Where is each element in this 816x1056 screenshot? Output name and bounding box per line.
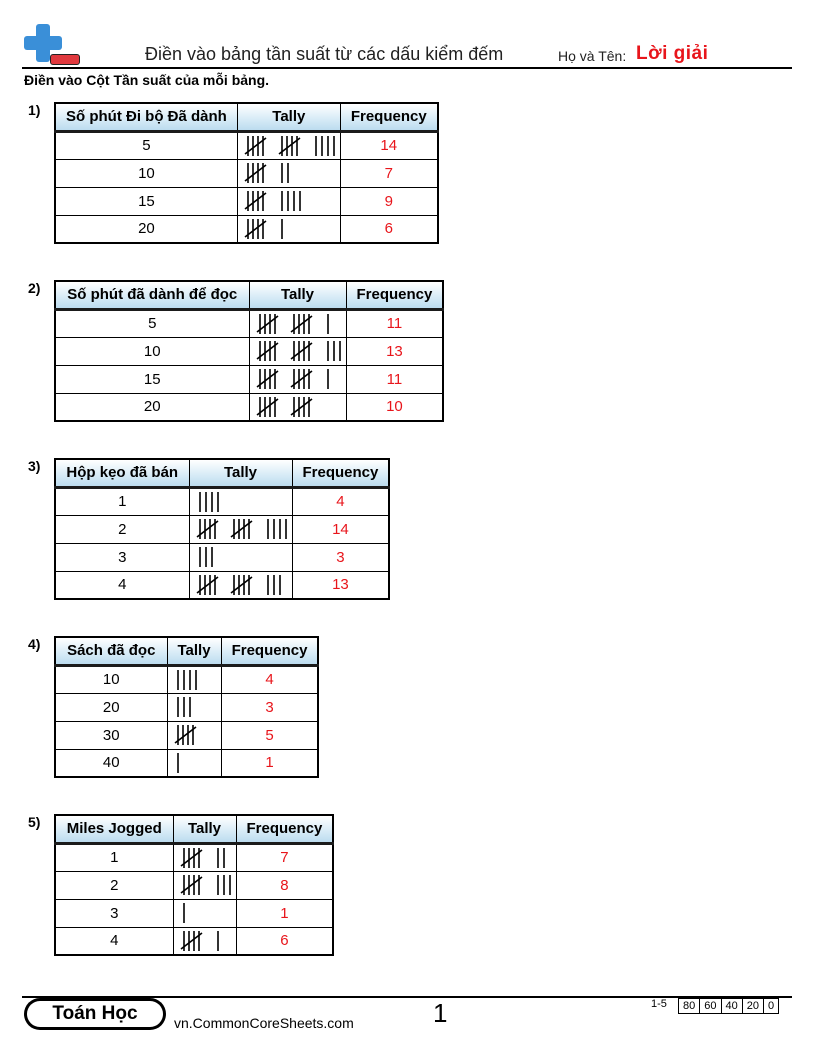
frequency-answer: 10 bbox=[346, 393, 443, 421]
tally-marks-icon bbox=[180, 846, 230, 870]
tally-marks-icon bbox=[256, 339, 346, 363]
tally-marks-icon bbox=[244, 217, 288, 241]
frequency-answer: 7 bbox=[340, 159, 437, 187]
tally-marks-icon bbox=[256, 395, 328, 419]
frequency-answer: 6 bbox=[236, 927, 333, 955]
tally-cell bbox=[167, 721, 221, 749]
site-url: vn.CommonCoreSheets.com bbox=[174, 1015, 354, 1031]
tally-marks-icon bbox=[174, 723, 212, 747]
tally-marks-icon bbox=[174, 695, 196, 719]
frequency-answer: 3 bbox=[221, 693, 318, 721]
frequency-header: Frequency bbox=[292, 459, 389, 487]
tally-marks-icon bbox=[174, 751, 184, 775]
score-cell: 60 bbox=[700, 999, 721, 1013]
tally-cell bbox=[249, 393, 346, 421]
category-value: 40 bbox=[55, 749, 167, 777]
page-number: 1 bbox=[433, 998, 448, 1028]
category-header: Hộp kẹo đã bán bbox=[55, 459, 189, 487]
table-row bbox=[55, 927, 333, 955]
frequency-answer: 1 bbox=[236, 899, 333, 927]
frequency-header: Frequency bbox=[346, 281, 443, 309]
category-value: 3 bbox=[55, 543, 189, 571]
tally-marks-icon bbox=[196, 517, 292, 541]
logo bbox=[22, 24, 80, 68]
tally-marks-icon bbox=[244, 189, 306, 213]
tally-marks-icon bbox=[256, 312, 334, 336]
tally-marks-icon bbox=[244, 161, 294, 185]
table-row bbox=[55, 571, 389, 599]
problem-number: 5) bbox=[28, 814, 41, 830]
problem-number: 1) bbox=[28, 102, 41, 118]
frequency-table bbox=[54, 102, 439, 244]
category-header: Miles Jogged bbox=[55, 815, 173, 843]
frequency-answer: 7 bbox=[236, 843, 333, 871]
tally-marks-icon bbox=[180, 929, 224, 953]
tally-marks-icon bbox=[174, 668, 202, 692]
category-header: Sách đã đọc bbox=[55, 637, 167, 665]
category-value: 4 bbox=[55, 927, 173, 955]
table-row bbox=[55, 843, 333, 871]
name-value: Lời giải bbox=[636, 43, 709, 64]
tally-cell bbox=[249, 337, 346, 365]
tally-cell bbox=[167, 693, 221, 721]
frequency-answer: 9 bbox=[340, 187, 437, 215]
category-header: Số phút Đi bộ Đã dành bbox=[55, 103, 237, 131]
problem-number: 3) bbox=[28, 458, 41, 474]
table-row bbox=[55, 693, 318, 721]
score-cell: 40 bbox=[722, 999, 743, 1013]
category-value: 5 bbox=[55, 131, 237, 159]
tally-cell bbox=[189, 515, 292, 543]
tally-marks-icon bbox=[196, 573, 286, 597]
category-value: 2 bbox=[55, 515, 189, 543]
table-row bbox=[55, 515, 389, 543]
frequency-answer: 8 bbox=[236, 871, 333, 899]
problem-number: 2) bbox=[28, 280, 41, 296]
category-header: Số phút đã dành để đọc bbox=[55, 281, 249, 309]
tally-cell bbox=[237, 159, 340, 187]
frequency-answer: 5 bbox=[221, 721, 318, 749]
tally-cell bbox=[167, 665, 221, 693]
tally-marks-icon bbox=[180, 873, 236, 897]
frequency-table bbox=[54, 636, 319, 778]
tally-cell bbox=[237, 131, 340, 159]
tally-marks-icon bbox=[256, 367, 334, 391]
category-value: 15 bbox=[55, 187, 237, 215]
table-row bbox=[55, 337, 443, 365]
table-row bbox=[55, 665, 318, 693]
frequency-answer: 13 bbox=[346, 337, 443, 365]
category-value: 5 bbox=[55, 309, 249, 337]
score-cell: 80 bbox=[679, 999, 700, 1013]
score-box bbox=[678, 998, 779, 1014]
frequency-answer: 14 bbox=[292, 515, 389, 543]
tally-marks-icon bbox=[196, 490, 224, 514]
category-value: 10 bbox=[55, 665, 167, 693]
score-cell: 20 bbox=[743, 999, 764, 1013]
tally-cell bbox=[189, 543, 292, 571]
frequency-table bbox=[54, 280, 444, 422]
tally-cell bbox=[249, 365, 346, 393]
tally-cell bbox=[249, 309, 346, 337]
frequency-answer: 1 bbox=[221, 749, 318, 777]
table-row bbox=[55, 393, 443, 421]
tally-cell bbox=[173, 927, 236, 955]
category-value: 2 bbox=[55, 871, 173, 899]
logo-minus-icon bbox=[50, 54, 80, 65]
category-value: 10 bbox=[55, 159, 237, 187]
page-title: Điền vào bảng tần suất từ các dấu kiểm đếm bbox=[145, 44, 504, 64]
frequency-table bbox=[54, 458, 390, 600]
score-cell: 0 bbox=[768, 1000, 775, 1012]
table-row bbox=[55, 131, 438, 159]
table-row bbox=[55, 159, 438, 187]
frequency-header: Frequency bbox=[340, 103, 437, 131]
tally-cell bbox=[173, 899, 236, 927]
tally-marks-icon bbox=[244, 134, 340, 158]
frequency-answer: 6 bbox=[340, 215, 437, 243]
name-label: Họ và Tên: bbox=[558, 48, 627, 64]
tally-header: Tally bbox=[189, 459, 292, 487]
frequency-answer: 4 bbox=[221, 665, 318, 693]
frequency-table bbox=[54, 814, 334, 956]
category-value: 1 bbox=[55, 843, 173, 871]
table-row bbox=[55, 215, 438, 243]
tally-cell bbox=[189, 571, 292, 599]
tally-header: Tally bbox=[173, 815, 236, 843]
brand-badge bbox=[24, 998, 166, 1030]
tally-cell bbox=[237, 215, 340, 243]
frequency-answer: 14 bbox=[340, 131, 437, 159]
table-row bbox=[55, 899, 333, 927]
frequency-answer: 4 bbox=[292, 487, 389, 515]
category-value: 15 bbox=[55, 365, 249, 393]
category-value: 30 bbox=[55, 721, 167, 749]
tally-header: Tally bbox=[237, 103, 340, 131]
category-value: 10 bbox=[55, 337, 249, 365]
category-value: 3 bbox=[55, 899, 173, 927]
tally-cell bbox=[189, 487, 292, 515]
category-value: 1 bbox=[55, 487, 189, 515]
tally-cell bbox=[167, 749, 221, 777]
problem-number: 4) bbox=[28, 636, 41, 652]
table-row bbox=[55, 187, 438, 215]
frequency-answer: 11 bbox=[346, 309, 443, 337]
instructions: Điền vào Cột Tần suất của mỗi bảng. bbox=[24, 72, 270, 88]
tally-cell bbox=[173, 843, 236, 871]
frequency-answer: 13 bbox=[292, 571, 389, 599]
tally-header: Tally bbox=[167, 637, 221, 665]
tally-header: Tally bbox=[249, 281, 346, 309]
table-row bbox=[55, 543, 389, 571]
table-row bbox=[55, 487, 389, 515]
table-row bbox=[55, 749, 318, 777]
frequency-header: Frequency bbox=[221, 637, 318, 665]
frequency-answer: 3 bbox=[292, 543, 389, 571]
table-row bbox=[55, 721, 318, 749]
table-row bbox=[55, 871, 333, 899]
header-divider bbox=[22, 67, 792, 69]
table-row bbox=[55, 365, 443, 393]
category-value: 20 bbox=[55, 393, 249, 421]
frequency-header: Frequency bbox=[236, 815, 333, 843]
category-value: 20 bbox=[55, 693, 167, 721]
category-value: 4 bbox=[55, 571, 189, 599]
table-row bbox=[55, 309, 443, 337]
tally-cell bbox=[173, 871, 236, 899]
tally-cell bbox=[237, 187, 340, 215]
tally-marks-icon bbox=[196, 545, 218, 569]
score-range-label: 1-5 bbox=[651, 998, 667, 1010]
frequency-answer: 11 bbox=[346, 365, 443, 393]
category-value: 20 bbox=[55, 215, 237, 243]
brand-label: Toán Học bbox=[27, 1001, 163, 1027]
tally-marks-icon bbox=[180, 901, 190, 925]
